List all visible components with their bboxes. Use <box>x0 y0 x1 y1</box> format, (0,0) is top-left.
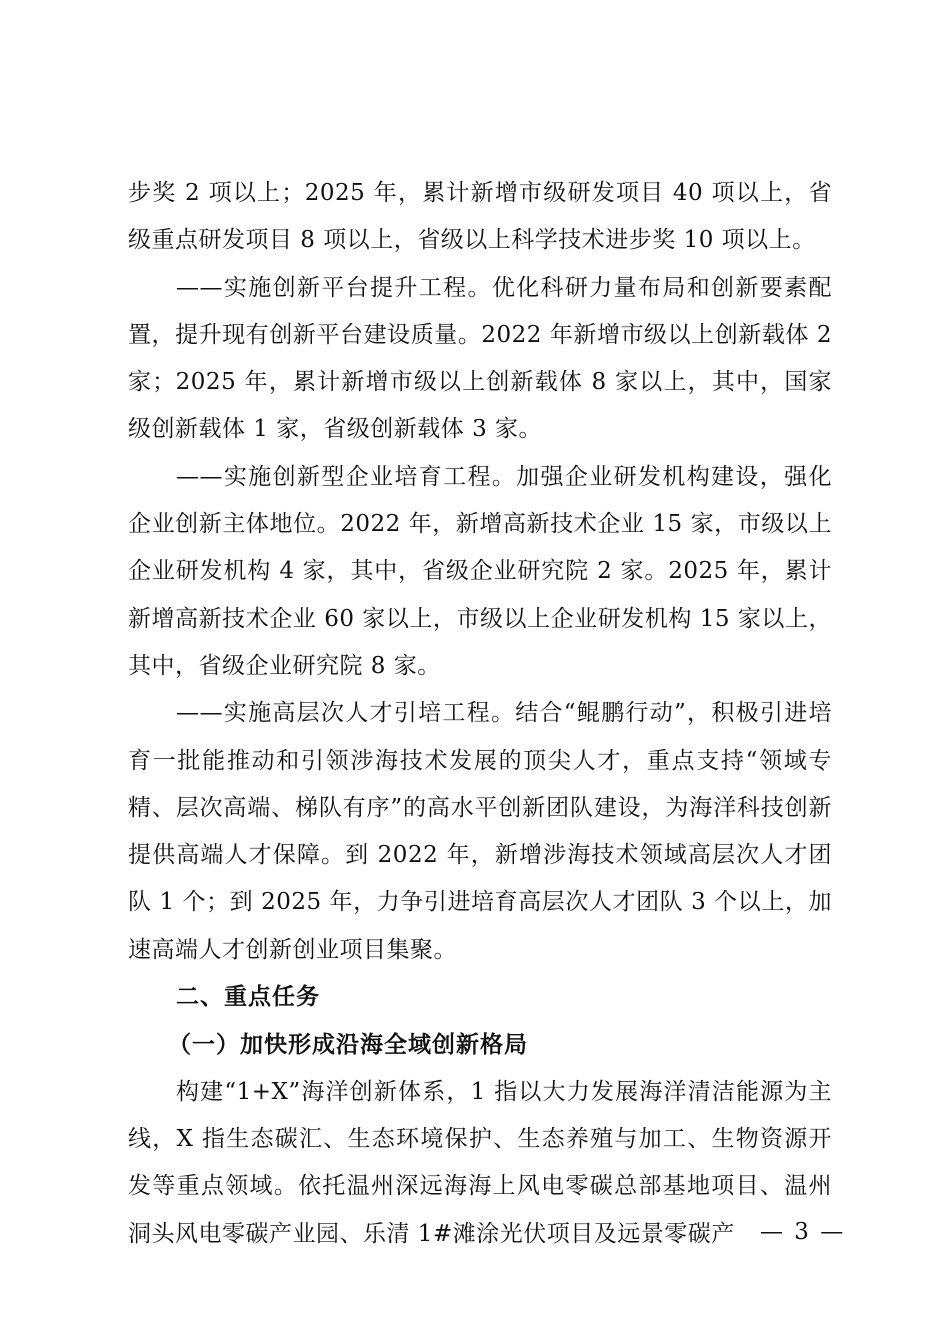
subsection-heading: （一）加快形成沿海全域创新格局 <box>168 1031 528 1059</box>
document-body <box>128 170 832 1258</box>
section-heading: 二、重点任务 <box>176 984 320 1011</box>
paragraph-continuation: 步奖 2 项以上；2025 年，累计新增市级研发项目 40 项以上，省级重点研发项目 8 项以上，省级以上科学技术进步奖 10 项以上。 <box>128 180 832 254</box>
paragraph-high-level-talent: ——实施高层次人才引培工程。结合“鲲鹏行动”，积极引进培育一批能推动和引领涉海技术发展的顶尖人才，重点支持“领域专精、层次高端、梯队有序”的高水平创新团队建设，为海洋科技创新提供高端人才保障。到 2022 年，新增涉海技术领域高层次人才团队 1 个；到 2025 年，力争引进培育高层次人才团队 3 个以上，加速高端人才创新创业项目集聚。 <box>128 700 832 963</box>
paragraph-innovation-platform: ——实施创新平台提升工程。优化科研力量布局和创新要素配置，提升现有创新平台建设质量。2022 年新增市级以上创新载体 2 家；2025 年，累计新增市级以上创新载体 8 家以上，其中，国家级创新载体 1 家，省级创新载体 3 家。 <box>128 274 832 443</box>
paragraph-innovative-enterprise: ——实施创新型企业培育工程。加强企业研发机构建设，强化企业创新主体地位。2022 年，新增高新技术企业 15 家，市级以上企业研发机构 4 家，其中，省级企业研究院 2 家。2025 年，累计新增高新技术企业 60 家以上，市级以上企业研发机构 15 家以上，其中，省级企业研究院 8 家。 <box>128 463 832 679</box>
paragraph-marine-innovation-system: 构建“1+X”海洋创新体系，1 指以大力发展海洋清洁能源为主线，X 指生态碳汇、生态环境保护、生态养殖与加工、生物资源开发等重点领域。依托温州深远海海上风电零碳总部基地项目、温州洞头风电零碳产业园、乐清 1#滩涂光伏项目及远景零碳产 <box>128 1078 832 1247</box>
page-number: — 3 — <box>760 1219 846 1245</box>
